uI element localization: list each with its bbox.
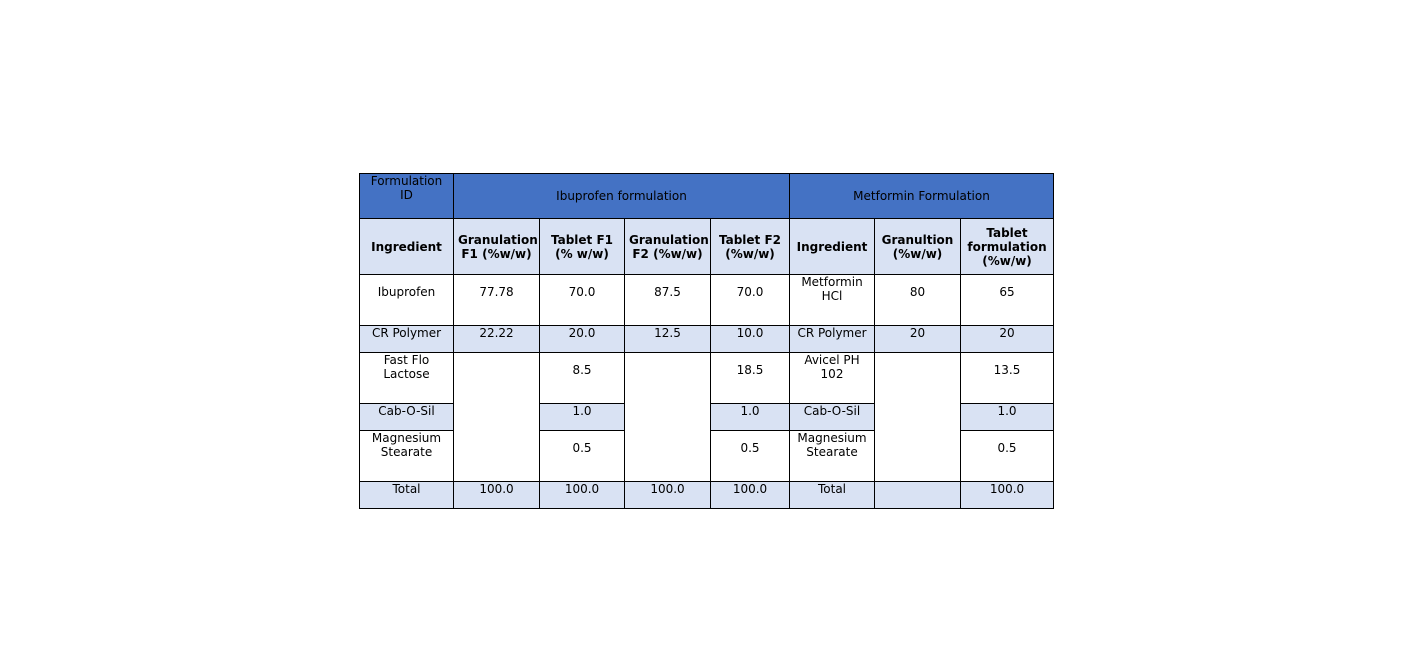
table-cell: 20: [875, 326, 961, 353]
table-cell: 80: [875, 275, 961, 326]
empty-merged-cell: [875, 353, 961, 482]
table-cell: 18.5: [711, 353, 790, 404]
table-cell: 13.5: [961, 353, 1054, 404]
empty-merged-cell: [454, 353, 540, 482]
table-cell: 70.0: [711, 275, 790, 326]
table-cell: Magnesium Stearate: [360, 431, 454, 482]
table-cell: 0.5: [961, 431, 1054, 482]
table-cell: Cab-O-Sil: [790, 404, 875, 431]
table-cell: Magnesium Stearate: [790, 431, 875, 482]
table-row: [360, 326, 1054, 353]
table-cell: Metformin HCl: [790, 275, 875, 326]
table-cell: 1.0: [540, 404, 625, 431]
column-header: Granulation F2 (%w/w): [625, 219, 711, 275]
column-header: Ingredient: [360, 219, 454, 275]
empty-merged-cell: [625, 353, 711, 482]
table-cell: 0.5: [711, 431, 790, 482]
table-cell: Ibuprofen: [360, 275, 454, 326]
table-cell: 100.0: [454, 482, 540, 509]
table-cell: Cab-O-Sil: [360, 404, 454, 431]
table-cell: CR Polymer: [360, 326, 454, 353]
table-cell: 1.0: [711, 404, 790, 431]
table-cell: 10.0: [711, 326, 790, 353]
table-cell: 77.78: [454, 275, 540, 326]
table-row: [360, 275, 1054, 326]
table-cell: Total: [790, 482, 875, 509]
table-cell: 8.5: [540, 353, 625, 404]
group-header-row: [360, 174, 1054, 219]
column-header: Tablet F2 (%w/w): [711, 219, 790, 275]
column-header: Tablet formulation (%w/w): [961, 219, 1054, 275]
ibuprofen-group-header: Ibuprofen formulation: [454, 174, 790, 219]
table-cell: 65: [961, 275, 1054, 326]
table-cell: 0.5: [540, 431, 625, 482]
table-cell: Total: [360, 482, 454, 509]
table-cell: Avicel PH 102: [790, 353, 875, 404]
column-header: Granultion (%w/w): [875, 219, 961, 275]
table-cell: 1.0: [961, 404, 1054, 431]
table-cell: CR Polymer: [790, 326, 875, 353]
formulation-id-header: Formulation ID: [360, 174, 454, 219]
column-header: Tablet F1 (% w/w): [540, 219, 625, 275]
column-header: Ingredient: [790, 219, 875, 275]
table-cell: 20.0: [540, 326, 625, 353]
table-cell: 70.0: [540, 275, 625, 326]
table-cell: Fast Flo Lactose: [360, 353, 454, 404]
metformin-group-header: Metformin Formulation: [790, 174, 1054, 219]
table-cell: [875, 482, 961, 509]
column-header: Granulation F1 (%w/w): [454, 219, 540, 275]
table-cell: 100.0: [711, 482, 790, 509]
table-cell: 100.0: [961, 482, 1054, 509]
table-cell: 100.0: [625, 482, 711, 509]
table-row: [360, 353, 1054, 404]
table-cell: 100.0: [540, 482, 625, 509]
column-header-row: [360, 219, 1054, 275]
table-cell: 22.22: [454, 326, 540, 353]
table-cell: 12.5: [625, 326, 711, 353]
table-cell: 20: [961, 326, 1054, 353]
table-cell: 87.5: [625, 275, 711, 326]
table-row: [360, 482, 1054, 509]
formulation-table: [359, 173, 1054, 509]
